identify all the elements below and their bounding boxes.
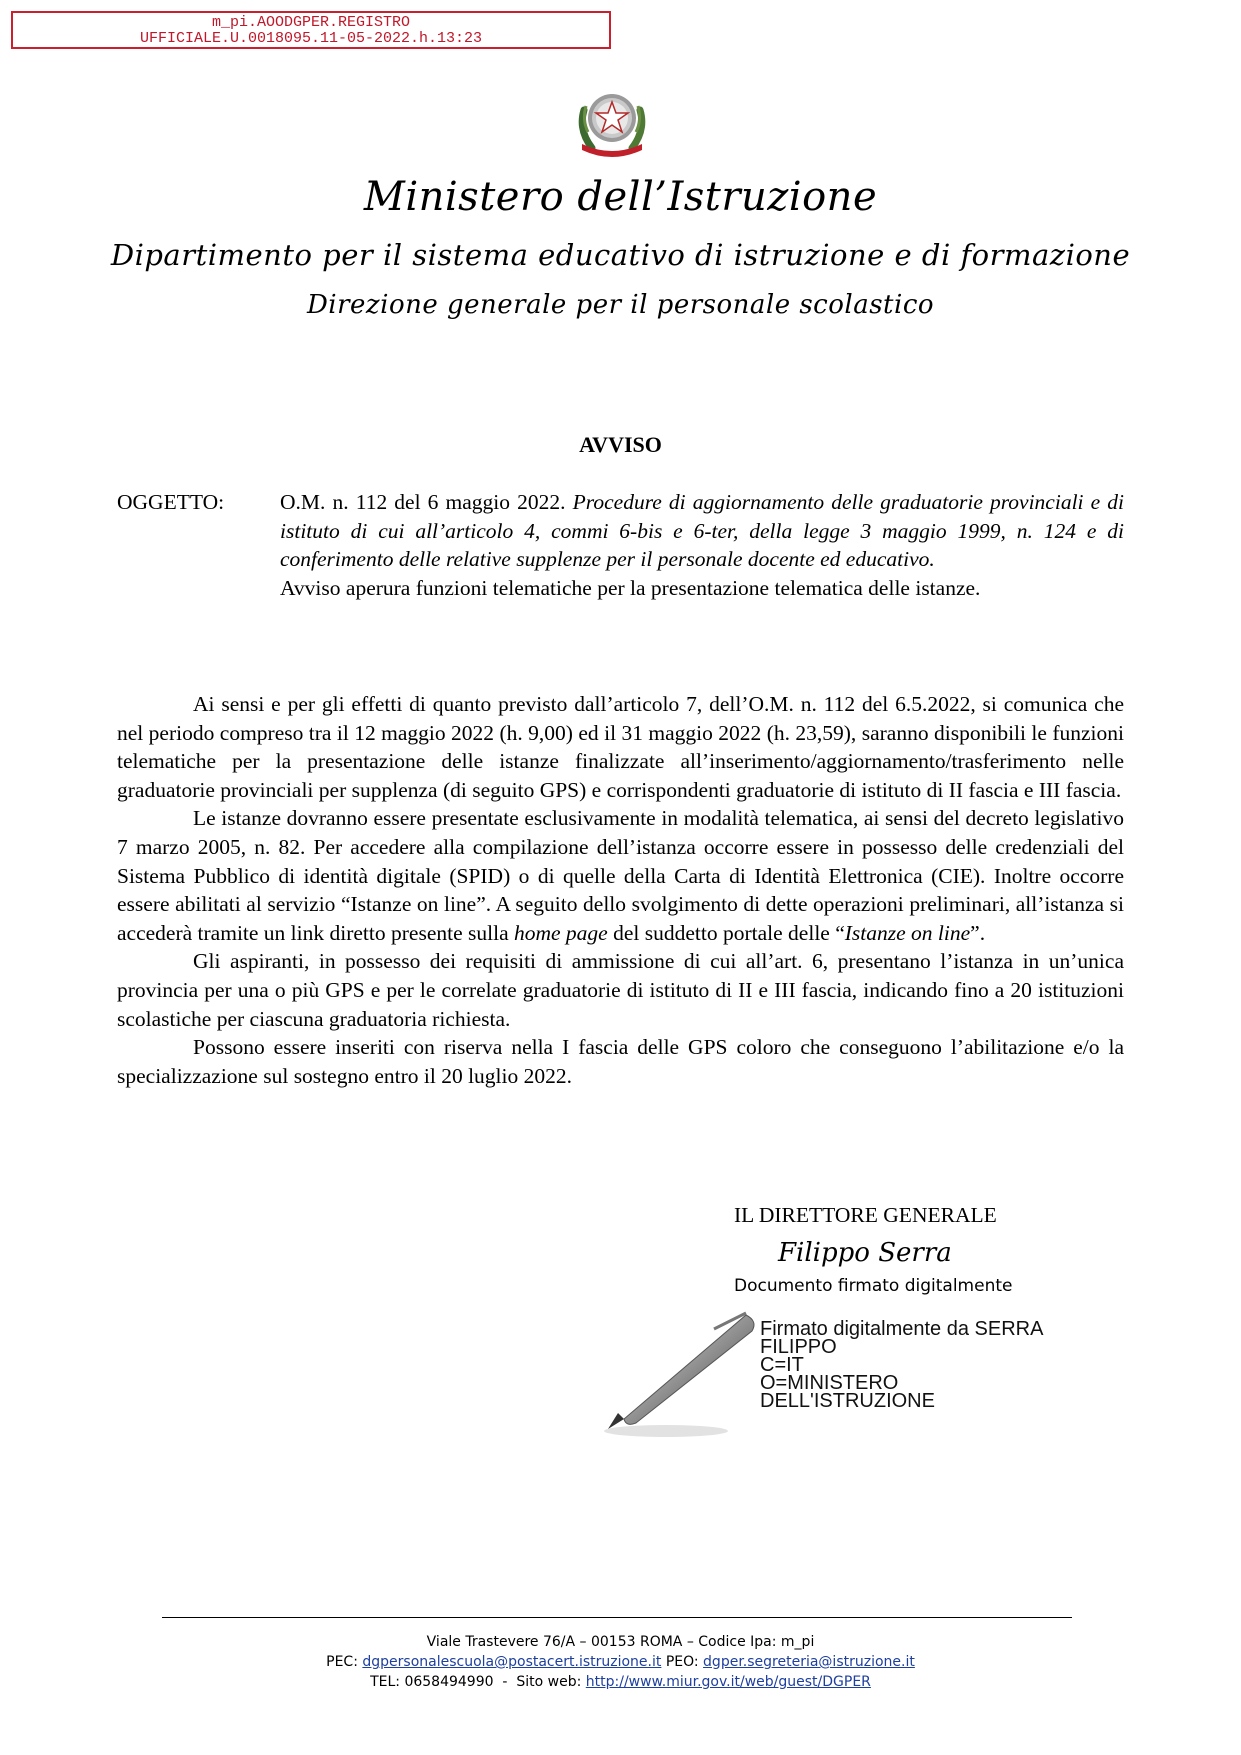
ministry-name: Ministero dell’Istruzione: [363, 174, 878, 220]
sig-line-1: Firmato digitalmente da SERRA: [760, 1318, 1044, 1340]
sig-line-3: C=IT: [760, 1354, 804, 1376]
footer-address: Viale Trastevere 76/A – 00153 ROMA – Codice Ipa: m_pi: [426, 1634, 815, 1650]
subject-reference: O.M. n. 112 del 6 maggio 2022.: [280, 490, 566, 514]
paragraph-2: Le istanze dovranno essere presentate esclusivamente in modalità telematica, ai sensi del decreto legislativo 7 marzo 2005, n. 82. Per accedere alla compilazione dell’istanza occorre essere in possesso delle credenziali del Sistema Pubblico di identità digitale (SPID) o di quelle della Carta di Identità Elettronica (CIE). Inoltre occorre essere abilitati al servizio “Istanze on line”. A seguito dello svolgimento di dette operazioni preliminari, all’istanza si accederà tramite un link diretto presente sulla home page del suddetto portale delle “Istanze on line”.: [117, 806, 1124, 945]
stamp-line-2: UFFICIALE.U.0018095.11-05-2022.h.13:23: [139, 30, 483, 47]
italian-republic-emblem-icon: [570, 80, 654, 164]
pec-link[interactable]: dgpersonalescuola@postacert.istruzione.it: [362, 1654, 662, 1670]
website-link[interactable]: http://www.miur.gov.it/web/guest/DGPER: [585, 1674, 871, 1690]
subject-block: [280, 488, 1124, 602]
subject-notice: Avviso aperura funzioni telematiche per la presentazione telematica delle istanze.: [280, 575, 981, 600]
subject-label: OGGETTO:: [117, 490, 225, 514]
footer-contacts: PEC: dgpersonalescuola@postacert.istruzione.it PEO: dgper.segreteria@istruzione.it: [326, 1654, 915, 1670]
sig-line-5: DELL'ISTRUZIONE: [760, 1390, 935, 1412]
home-page-term: home page: [513, 920, 608, 945]
department-name: Dipartimento per il sistema educativo di istruzione e di formazione: [110, 238, 1131, 272]
footer-divider: [162, 1617, 1072, 1618]
paragraph-1: Ai sensi e per gli effetti di quanto previsto dall’articolo 7, dell’O.M. n. 112 del 6.5.2022, si comunica che nel periodo compreso tra il 12 maggio 2022 (h. 9,00) ed il 31 maggio 2022 (h. 23,59), saranno disponibili le funzioni telematiche per la presentazione delle istanze finalizzate all’inserimento/aggiornamento/trasferimento nelle graduatorie provinciali per supplenza (di seguito GPS) e corrispondenti graduatorie di istituto di II fascia e III fascia.: [117, 692, 1124, 802]
notice-title: AVVISO: [579, 432, 662, 457]
istanze-online-term: Istanze on line: [844, 920, 971, 945]
sig-line-2: FILIPPO: [760, 1336, 837, 1358]
stamp-line-1: m_pi.AOODGPER.REGISTRO: [211, 14, 411, 31]
digital-signature-block: [760, 1320, 1043, 1410]
protocol-stamp: [11, 11, 611, 49]
footer: [0, 1632, 1241, 1692]
subject-description: Procedure di aggiornamento delle graduatorie provinciali e di istituto di cui all’articolo 4, commi 6-bis e 6-ter, della legge 3 maggio 1999, n. 124 e di conferimento delle relative supplenze per il personale docente ed educativo.: [280, 490, 1125, 572]
pen-icon: [596, 1305, 766, 1440]
signature-name: Filippo Serra: [778, 1238, 952, 1268]
direction-name: Direzione generale per il personale scolastico: [306, 290, 935, 320]
peo-link[interactable]: dgper.segreteria@istruzione.it: [703, 1654, 915, 1670]
paragraph-3: Gli aspiranti, in possesso dei requisiti di ammissione di cui all’art. 6, presentano l’istanza in un’unica provincia per una o più GPS e per le correlate graduatorie di istituto di II e III fascia, indicando fino a 20 istituzioni scolastiche per ciascuna graduatoria richiesta.: [117, 949, 1124, 1031]
sig-line-4: O=MINISTERO: [760, 1372, 899, 1394]
digitally-signed-note: Documento firmato digitalmente: [734, 1276, 1013, 1296]
paragraph-4: Possono essere inseriti con riserva nella I fascia delle GPS coloro che conseguono l’abilitazione e/o la specializzazione sul sostegno entro il 20 luglio 2022.: [117, 1035, 1124, 1088]
body-text: [117, 690, 1124, 1090]
footer-tel: TEL: 0658494990 - Sito web: http://www.miur.gov.it/web/guest/DGPER: [370, 1674, 871, 1690]
director-title: IL DIRETTORE GENERALE: [734, 1203, 997, 1227]
